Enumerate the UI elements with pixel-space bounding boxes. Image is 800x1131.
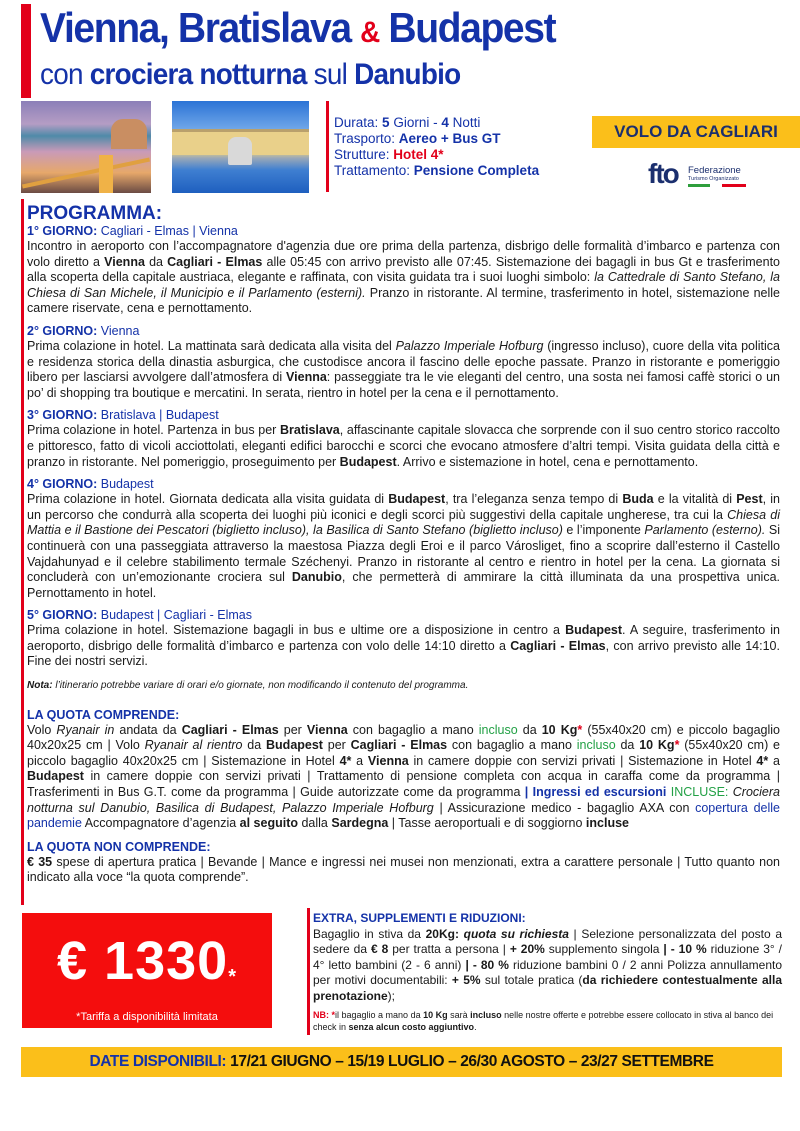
day-description xyxy=(27,339,780,401)
text-run: Prima colazione in hotel. Giornata dedicata alla visita guidata di xyxy=(27,492,389,507)
text-run: € 35 xyxy=(27,854,53,869)
day-heading xyxy=(27,477,780,492)
text-run: , con arrivo previsto alle 14:10. Fine dei nostri servizi. xyxy=(27,638,780,669)
day-heading xyxy=(27,608,780,623)
title-part2: Budapest xyxy=(388,4,556,51)
parliament-shape xyxy=(111,119,147,149)
text-run: da xyxy=(242,738,267,753)
day-route: Cagliari - Elmas | Vienna xyxy=(100,224,238,238)
text-run: da richiedere contestualmente alla prenotazione xyxy=(313,973,783,1003)
trasporto-label: Trasporto: xyxy=(334,131,396,146)
extras-nb xyxy=(313,1009,782,1033)
durata-days: 5 xyxy=(382,115,390,130)
text-run: 10 Kg xyxy=(541,722,578,737)
text-run: quota su richiesta xyxy=(463,926,569,941)
fountain-shape xyxy=(228,137,252,165)
trip-info xyxy=(334,115,539,179)
subtitle-bold1: crociera notturna xyxy=(89,58,307,91)
day-label: 1° GIORNO: xyxy=(27,224,101,238)
text-run: Crociera notturna sul Danubio, Basilica di Budapest, Palazzo Imperiale Hofburg xyxy=(27,785,780,815)
extras-text xyxy=(313,927,782,1005)
text-run: Cagliari - Elmas xyxy=(167,254,263,269)
text-run: 20Kg: xyxy=(425,926,464,941)
text-run: Vienna xyxy=(286,370,327,385)
text-run: Budapest xyxy=(388,492,446,507)
text-run: nelle nostre offerte e potrebbe essere collocato in stiva al banco dei check in xyxy=(313,1010,774,1032)
text-run: a xyxy=(351,753,368,768)
text-run: con bagaglio a mano xyxy=(447,738,577,753)
fto-logo-name: Federazione xyxy=(688,165,741,176)
text-run: per tratta a persona | xyxy=(388,942,510,956)
durata-nights: 4 xyxy=(441,115,449,130)
text-run: 4* xyxy=(339,753,352,768)
text-run: 10 Kg xyxy=(639,738,675,753)
text-run: supplemento singola xyxy=(544,942,664,956)
text-run: dalla xyxy=(298,816,332,831)
text-run: in camere doppie con servizi privati | Trattamento di pensione completa con acqua in caraffa come da programma | Trasferimenti in Bus G.T. come da programma | Guide autorizzate come da programma xyxy=(27,769,780,800)
info-durata xyxy=(334,115,539,131)
text-run: la Cattedrale di Santo Stefano, la Chiesa di San Michele, il Municipio e il Parlamento (esterni). xyxy=(27,270,780,300)
text-run: Budapest xyxy=(27,769,84,784)
text-run: | Selezione personalizzata del posto a sedere da xyxy=(313,926,782,956)
text-run: Prima colazione in hotel. La mattinata sarà dedicata alla visita del xyxy=(27,338,396,353)
text-run: alle 05:45 con arrivo previsto alle 07:45. Sistemazione dei bagagli in bus Gt e trasferimento alla scoperta della capitale austriaca, elegante e raffinata, con visita guidata tra i suoi luoghi simbolo: xyxy=(27,254,780,285)
text-run: riduzione bambini 0 / 2 anni Polizza annullamento per motivi documentabili: xyxy=(313,957,783,987)
text-run: | - 10 % xyxy=(663,942,707,956)
available-dates-banner xyxy=(21,1047,782,1077)
text-run: | Assicurazione medico - bagaglio AXA con xyxy=(433,800,696,815)
includes-title: LA QUOTA COMPRENDE: xyxy=(27,707,180,722)
day-item xyxy=(27,224,780,317)
info-trattamento xyxy=(334,163,539,179)
text-run: sul totale pratica ( xyxy=(480,973,583,987)
text-run: 10 Kg xyxy=(423,1010,448,1020)
text-run: Budapest xyxy=(266,738,323,753)
nb-text xyxy=(313,1010,773,1032)
day-route: Budapest | Cagliari - Elmas xyxy=(100,608,252,623)
day-label: 4° GIORNO: xyxy=(27,477,101,492)
text-run: + 20% xyxy=(509,942,545,956)
text-run: Budapest xyxy=(565,623,623,638)
text-run: per xyxy=(322,738,351,753)
text-run: e l’imponente xyxy=(562,523,645,538)
day-description xyxy=(27,623,780,670)
extras-title: EXTRA, SUPPLEMENTI E RIDUZIONI: xyxy=(313,911,526,925)
text-run: da xyxy=(144,254,168,269)
flag-green-stripe xyxy=(688,184,710,187)
text-run: * xyxy=(674,738,680,753)
fto-logo-mark: fto xyxy=(648,158,678,189)
price-note: *Tariffa a disponibilità limitata xyxy=(76,1011,218,1023)
text-run: copertura delle pandemie xyxy=(27,800,780,831)
nb-label: NB: xyxy=(313,1010,329,1020)
text-run: da xyxy=(615,738,640,753)
text-run: Pranzo in ristorante. Al termine, trasferimento in hotel, sistemazione nelle camere riservate, cena e pernottamento. xyxy=(27,285,780,316)
strutture-label: Strutture: xyxy=(334,147,390,162)
text-run: Volo xyxy=(27,722,57,737)
text-run: Vienna xyxy=(306,722,348,737)
text-run: € 8 xyxy=(370,942,389,956)
photo-budapest xyxy=(21,101,151,193)
dates-label: DATE DISPONIBILI: xyxy=(89,1053,227,1070)
text-run: per xyxy=(278,722,307,737)
day-route: Budapest xyxy=(100,477,154,492)
info-strutture xyxy=(334,147,539,163)
text-run: con bagaglio a mano xyxy=(347,722,479,737)
title-accent-bar xyxy=(21,4,31,98)
extras-section xyxy=(313,911,782,1033)
text-run: a xyxy=(768,753,780,768)
text-run: Si continuerà con una passeggiata attraverso la maestosa Piazza degli Eroi e il parco Városliget, fino a scoprire dall’esterno il Castello Vajdahunyad e il celebre stabilimento termale Széchenyi. Pranzo in ristorante al centro e rientro in hotel per la cena. La giornata si concluderà con un’emozionante crociera sul xyxy=(27,523,780,585)
text-run: Buda xyxy=(622,492,654,507)
text-run: , in un percorso che condurrà alla scoperta dei luoghi più iconici e degli scorci più suggestivi della capitale ungherese, tra cui la xyxy=(27,492,780,522)
text-run: senza alcun costo aggiuntivo xyxy=(348,1022,475,1032)
text-run: Cagliari - Elmas xyxy=(350,738,448,753)
durata-label: Durata: xyxy=(334,115,379,130)
day-route: Vienna xyxy=(100,323,140,338)
day-heading xyxy=(27,408,780,423)
text-run: : passeggiate tra le vie eleganti del centro, una sosta nei famosi caffè storici o un po’ di shopping tra boutique e mercatini. In serata, rientro in hotel per la cena e il pernottamento. xyxy=(27,370,780,400)
day-heading xyxy=(27,224,780,239)
text-run: Chiesa di Mattia e il Bastione dei Pescatori (biglietto incluso), la Basilica di Santo Stefano (biglietto incluso) xyxy=(27,507,780,538)
text-run: incluse xyxy=(585,816,629,831)
text-run: Accompagnatore d’agenzia xyxy=(81,816,240,831)
text-run: al seguito xyxy=(239,816,298,831)
page-subtitle xyxy=(40,56,460,94)
note-label: Nota: xyxy=(27,680,53,692)
program-section xyxy=(27,204,780,894)
text-run: Budapest xyxy=(339,454,397,469)
text-run: + 5% xyxy=(451,973,481,987)
trattamento-label: Trattamento: xyxy=(334,163,411,178)
text-run: | - 80 % xyxy=(465,957,509,972)
text-run: Prima colazione in hotel. Partenza in bus per xyxy=(27,423,280,438)
info-accent-bar xyxy=(326,101,329,192)
text-run: spese di apertura pratica | Bevande | Mance e ingressi nei musei non menzionati, extra a carattere personale | Tutto quanto non indicato alla voce “la quota comprende”. xyxy=(27,854,780,885)
day-list xyxy=(27,224,780,670)
program-title: PROGRAMMA: xyxy=(27,203,163,224)
excludes-text xyxy=(27,855,780,886)
day-label: 3° GIORNO: xyxy=(27,408,101,423)
dates-values: 17/21 GIUGNO – 15/19 LUGLIO – 26/30 AGOSTO – 23/27 SETTEMBRE xyxy=(230,1053,714,1070)
text-run: Palazzo Imperiale Hofburg xyxy=(395,338,544,353)
program-note xyxy=(27,678,780,694)
price-box xyxy=(22,913,272,1028)
text-run: Bratislava xyxy=(280,423,340,438)
day-heading xyxy=(27,324,780,339)
day-item xyxy=(27,477,780,601)
text-run: , che permetterà di ammirare la città illuminata da una prospettiva unica. Pernottamento in hotel. xyxy=(27,570,780,600)
day-route: Bratislava | Budapest xyxy=(100,408,219,423)
text-run: Prima colazione in hotel. Sistemazione bagagli in bus e ultime ore a disposizione in centro a xyxy=(27,623,566,638)
text-run: Ryanair al rientro xyxy=(144,738,243,753)
text-run: riduzione 3° / 4° letto bambini (2 - 6 anni) xyxy=(313,942,783,972)
text-run: Cagliari - Elmas xyxy=(510,638,606,653)
text-run: il bagaglio a mano da xyxy=(335,1010,424,1020)
trasporto-value: Aereo + Bus GT xyxy=(398,131,501,146)
text-run: in camere doppie con servizi privati | Sistemazione in Hotel xyxy=(408,753,757,768)
text-run: * xyxy=(329,1010,336,1020)
text-run: . Arrivo e sistemazione in hotel, cena e pernottamento. xyxy=(396,454,699,469)
day-description xyxy=(27,239,780,317)
fto-logo-sub: Turismo Organizzato xyxy=(688,176,739,182)
price-amount xyxy=(22,931,272,1007)
text-run: Incontro in aeroporto con l’accompagnatore d'agenzia due ore prima della partenza, disbrigo delle formalità d’imbarco e partenza con volo diretto a xyxy=(27,239,780,269)
extra-accent-bar xyxy=(307,908,310,1035)
text-run: incluso xyxy=(576,738,616,753)
text-run: incluso xyxy=(470,1010,502,1020)
text-run: : xyxy=(724,785,733,800)
page-title xyxy=(40,4,555,57)
day-item xyxy=(27,608,780,670)
day-description xyxy=(27,423,780,470)
text-run: sarà xyxy=(447,1010,471,1020)
text-run: andata da xyxy=(114,722,182,737)
text-run: Vienna xyxy=(104,254,145,269)
info-trasporto xyxy=(334,131,539,147)
text-run: Bagaglio in stiva da xyxy=(313,926,426,941)
excludes-title: LA QUOTA NON COMPRENDE: xyxy=(27,839,211,854)
text-run: Danubio xyxy=(291,570,342,585)
text-run: 4* xyxy=(756,753,769,768)
subtitle-mid: sul xyxy=(313,58,348,91)
text-run: Sardegna xyxy=(331,816,389,831)
subtitle-pre: con xyxy=(40,58,83,91)
durata-nights-label: Notti xyxy=(452,115,481,130)
day-item xyxy=(27,408,780,470)
price-asterisk: * xyxy=(228,966,237,988)
includes-text xyxy=(27,723,780,832)
departure-badge: VOLO DA CAGLIARI xyxy=(592,116,800,148)
bridge-tower-shape xyxy=(99,155,113,193)
text-run: Cagliari - Elmas xyxy=(181,722,279,737)
fto-logo xyxy=(648,160,758,194)
text-run: . A seguire, trasferimento in aeroporto, disbrigo delle formalità d’imbarco e partenza con volo delle 14:10 diretto a xyxy=(27,623,781,653)
text-run: ); xyxy=(387,988,396,1003)
flag-red-stripe xyxy=(722,184,746,187)
day-item xyxy=(27,324,780,401)
day-description xyxy=(27,492,780,601)
durata-days-label: Giorni - xyxy=(393,115,438,130)
text-run: e la vitalità di xyxy=(653,492,737,507)
text-run: Pest xyxy=(736,492,763,507)
text-run: , affascinante capitale slovacca che sorprende con il suo centro storico raccolto e pittoresco, fatto di vicoli acciottolati, eleganti edifici barocchi e scorci che evocano atmosfere d’altri tempi. Visita guidata della città e pranzo in ristorante. Nel pomeriggio, proseguimento per xyxy=(27,423,780,469)
text-run: | Ingressi ed escursioni xyxy=(524,785,667,800)
day-label: 5° GIORNO: xyxy=(27,608,101,623)
title-ampersand: & xyxy=(360,16,379,49)
text-run: Vienna xyxy=(367,753,409,768)
text-run: , tra l’eleganza senza tempo di xyxy=(445,492,623,507)
trattamento-value: Pensione Completa xyxy=(413,163,540,178)
photo-vienna xyxy=(172,101,309,193)
text-run: (55x40x20 cm) e piccolo bagaglio 40x20x25 cm | Volo xyxy=(27,722,780,753)
text-run: Parlamento (esterno). xyxy=(644,523,766,538)
price-value: € 1330 xyxy=(57,931,229,991)
text-run: (55x40x20 cm) e piccolo bagaglio 40x20x25 cm | Sistemazione in Hotel xyxy=(27,738,780,768)
text-run: da xyxy=(517,722,542,737)
bridge-shape xyxy=(22,158,150,189)
text-run: INCLUSE xyxy=(666,785,725,800)
text-run: (ingresso incluso), cuore della vita politica e residenza storica della dinastia asburgica, che custodisce ancora il fascino delle epoche passate. Pranzo in ristorante e pomeriggio libero per lasciarsi avvolgere dall’atmosfera di xyxy=(27,338,780,385)
title-part1: Vienna, Bratislava xyxy=(40,4,351,51)
text-run: Ryanair in xyxy=(56,722,115,737)
text-run: incluso xyxy=(478,722,518,737)
day-label: 2° GIORNO: xyxy=(27,323,101,338)
text-run: | Tasse aeroportuali e di soggiorno xyxy=(388,816,586,831)
program-accent-bar xyxy=(21,199,24,905)
subtitle-bold2: Danubio xyxy=(354,58,461,91)
text-run: . xyxy=(474,1022,477,1032)
strutture-value: Hotel 4* xyxy=(393,147,444,162)
note-text: l’itinerario potrebbe variare di orari e/o giornate, non modificando il contenuto del programma. xyxy=(52,680,469,692)
text-run: * xyxy=(577,722,583,737)
